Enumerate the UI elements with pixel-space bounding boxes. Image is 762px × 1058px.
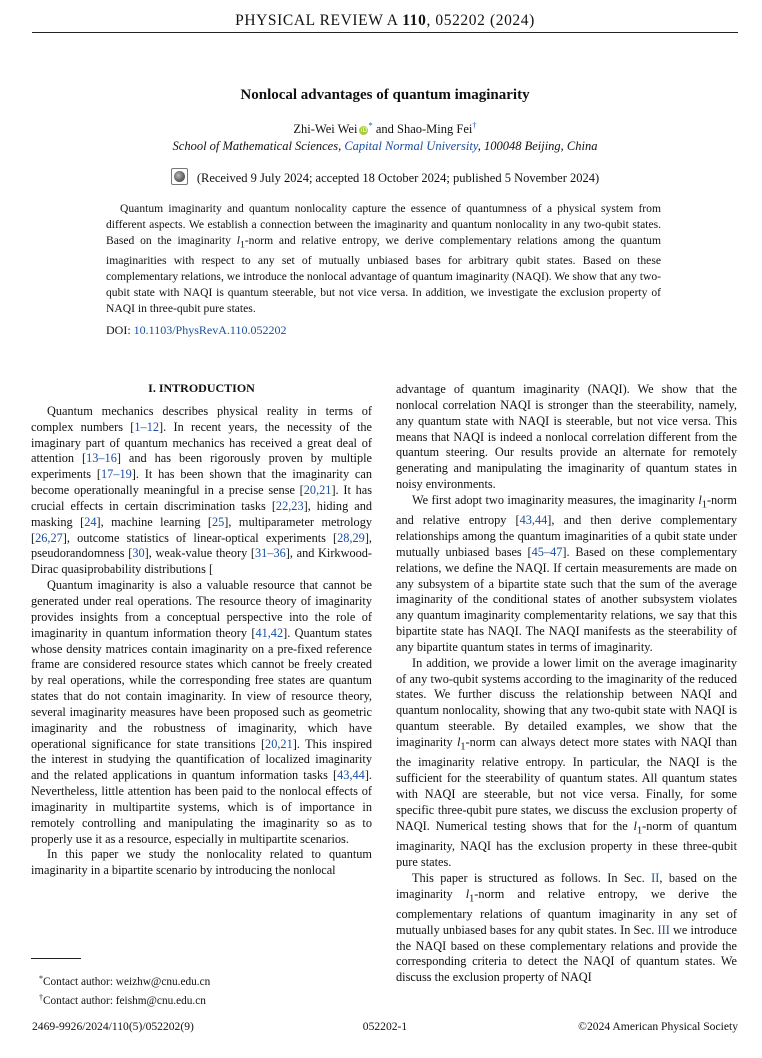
journal-volume: 110 <box>402 12 427 29</box>
author-wei-mark[interactable]: * <box>368 120 373 130</box>
author-wei[interactable]: Zhi-Wei Wei <box>293 122 358 136</box>
text-run: This paper is structured as follows. In Sec. <box>412 870 652 885</box>
l1-symbol: l <box>698 492 702 507</box>
text-run: -norm and relative entropy, we derive the complementary relations of quantum imaginarity in any set of mutually unbiased bases for any qubit states. In Sec. <box>396 886 738 937</box>
orcid-icon[interactable]: iD <box>360 127 368 134</box>
authors <box>32 120 738 137</box>
right-column <box>396 382 737 986</box>
text-run: ], and Kirkwood-Dirac quasiprobability distributions [ <box>31 546 372 577</box>
text-run: ], outcome statistics of linear-optical experiments [ <box>62 530 338 545</box>
journal-name: PHYSICAL REVIEW A <box>235 12 398 29</box>
abstract <box>106 201 661 317</box>
l1-subscript: 1 <box>239 239 245 251</box>
footnote-rule <box>31 958 81 959</box>
paragraph <box>396 871 737 986</box>
text-run: we introduce the NAQI based on these complementary relations and provide the corresponding criteria to detect the NAQI of quantum states. We discuss the exclusion property of NAQI <box>396 922 737 985</box>
left-column <box>31 381 372 879</box>
text-run: Quantum mechanics describes physical reality in terms of complex numbers [ <box>31 403 372 434</box>
l1-subscript: 1 <box>701 499 707 511</box>
l1-symbol: l <box>236 233 240 247</box>
text-run: ], and then derive complementary relationships among the quantum imaginarities of a qubit state under mutually unbiased bases [ <box>396 513 737 559</box>
citation-link[interactable]: 31–36 <box>255 546 286 561</box>
footer-issn: 2469-9926/2024/110(5)/052202(9) <box>32 1020 194 1033</box>
text-run: ]. It has crucial effects in certain discrimination tasks [ <box>31 483 372 513</box>
citation-link[interactable]: 30 <box>132 546 145 561</box>
institution-link[interactable]: Capital Normal University <box>344 139 478 153</box>
citation-link[interactable]: 20,21 <box>303 483 332 498</box>
l1-subscript: 1 <box>469 892 475 904</box>
text-run: ], weak-value theory [ <box>144 546 256 561</box>
citation-link[interactable]: 25 <box>212 514 225 529</box>
footnote-mark: * <box>39 974 43 983</box>
authors-joiner: and <box>372 122 397 136</box>
check-for-updates-icon[interactable] <box>171 168 188 185</box>
page-number: 052202-1 <box>362 1020 408 1033</box>
l1-symbol: l <box>457 735 461 750</box>
text-run: , based on the imaginarity <box>396 870 737 901</box>
text-run: ]. Nevertheless, little attention has been paid to the nonlocal effects of imaginarity in multipartite systems, which is of importance in remotely controlling and manipulating the imaginarity so as to properly use it as a resource, especially in multipartite scenarios. <box>31 768 372 846</box>
text-run: ]. This inspired the interest in studying the quantification of localized imaginarity and the related applications in quantum information tasks [ <box>31 736 372 783</box>
abstract-text: Quantum imaginarity and quantum nonlocality capture the essence of quantumness of a physical system from different aspects. We establish a connection between the imaginarity and quantum nonlocality in any two-qubit states. Based on the imaginarity <box>106 202 661 247</box>
paragraph <box>31 578 372 847</box>
text-run: ]. In recent years, the necessity of the imaginary part of quantum mechanics has received a great deal of attention [ <box>31 419 372 466</box>
affiliation-suffix: , 100048 Beijing, China <box>477 139 598 153</box>
citation-link[interactable]: 17–19 <box>101 467 132 482</box>
footnotes <box>31 971 371 1009</box>
doi-link[interactable]: 10.1103/PhysRevA.110.052202 <box>133 323 287 337</box>
paper-title: Nonlocal advantages of quantum imaginarity <box>240 87 530 103</box>
text-run: In addition, we provide a lower limit on the average imaginarity of any two-qubit systems according to the imaginarity of the reduced states. We further discuss the relationship between NAQI and quantum nonlocality, showing that any two-qubit state with NAQI is quantum steerable. By detailed examples, we show that the imaginarity <box>396 655 737 750</box>
text-run: ]. It has been shown that the imaginarity can become operationally meaningful in a precise sense [ <box>31 467 372 498</box>
footnote-text[interactable]: Contact author: feishm@cnu.edu.cn <box>43 995 206 1007</box>
section-link[interactable]: III <box>657 922 670 937</box>
citation-link[interactable]: 20,21 <box>265 736 293 751</box>
citation-link[interactable]: 28,29 <box>337 530 365 545</box>
l1-symbol: l <box>465 886 470 901</box>
l1-subscript: 1 <box>636 825 643 837</box>
paragraph <box>396 493 737 656</box>
text-run: ], pseudorandomness [ <box>31 530 372 561</box>
citation-link[interactable]: 22,23 <box>275 498 304 513</box>
text-run: ] and has been rigorously proven by multiple experiments [ <box>31 451 372 482</box>
journal-header <box>32 12 738 30</box>
footnote-text[interactable]: Contact author: weizhw@cnu.edu.cn <box>43 976 211 988</box>
journal-article: , 052202 (2024) <box>426 12 535 29</box>
section-heading: I. INTRODUCTION <box>148 381 255 395</box>
affiliation-prefix: School of Mathematical Sciences, <box>172 139 345 153</box>
author-fei-mark[interactable]: † <box>472 120 477 130</box>
footnote-fei <box>31 990 371 1009</box>
text-run: -norm can always detect more states with NAQI than the imaginarity relative entropy. In particular, the NAQI is the sufficient for the steerability of quantum states. All quantum states with NAQI are steerable, but not vice versa. Finally, for some specific three-qubit pure states, we discuss the exclusion property of NAQI. Numerical testing shows that for the <box>396 735 737 833</box>
header-rule <box>32 32 738 33</box>
paragraph: advantage of quantum imaginarity (NAQI). We show that the nonlocal correlation NAQI is stronger than the steerability, namely, any quantum state with NAQI is steerable, but not vice versa. This means that NAQI is indeed a nonlocal correlation different from the quantum steering. Our results provide an alternate for remotely generating and manipulating the imaginarity of quantum states in noisy environments. <box>396 382 737 492</box>
footnote-wei <box>31 971 371 990</box>
citation-link[interactable]: 45–47 <box>531 544 563 559</box>
received-line <box>32 168 738 186</box>
text-run: ]. Based on these complementary relations, we define the NAQI. If certain measurements are made on any subsystem of a bipartite state such that the sum of the average imaginarity of the conditional states of another subsystem violates any quantum imaginarity complementarity relations, we say that this bipartite state has NAQI. The NAQI manifests as the steerability of any bipartite quantum states in terms of imaginarity. <box>396 544 737 654</box>
text-run: -norm and relative entropy [ <box>396 492 737 528</box>
doi <box>106 323 286 338</box>
paragraph <box>396 656 737 871</box>
text-run: -norm of quantum imaginarity, NAQI has the exclusion property in these three-qubit pure states. <box>396 818 737 869</box>
l1-subscript: 1 <box>460 741 466 753</box>
text-run: ]. Quantum states whose density matrices contain imaginarity on a pre-fixed reference frame are considered resource states which cannot be freely created by real operations, while the corresponding free states are quantum states that do not contain imaginarity. In view of resource theory, several imaginarity measures have been proposed such as geometric imaginarity and the robustness of imaginarity, which have operational significance for state transitions [ <box>31 625 372 751</box>
citation-link[interactable]: 24 <box>84 514 97 529</box>
text-run: ], hiding and masking [ <box>31 498 373 529</box>
copyright: ©2024 American Physical Society <box>578 1020 738 1033</box>
section-link[interactable]: II <box>651 870 660 885</box>
received-dates: (Received 9 July 2024; accepted 18 October 2024; published 5 November 2024) <box>196 171 600 185</box>
footnote-mark: † <box>39 993 43 1002</box>
citation-link[interactable]: 13–16 <box>86 451 117 466</box>
affiliation <box>32 139 738 154</box>
text-run: Quantum imaginarity is also a valuable resource that cannot be generated under real operations. The resource theory of imaginarity provides insights from a conceptual perspective into the role of imaginarity in quantum information theory [ <box>31 578 372 640</box>
doi-label: DOI: <box>106 323 134 337</box>
citation-link[interactable]: 26,27 <box>35 530 63 545</box>
paragraph: In this paper we study the nonlocality related to quantum imaginarity in a bipartite scenario by introducing the nonlocal <box>31 847 372 878</box>
text-run: ], multiparameter metrology [ <box>31 514 372 545</box>
text-run: We first adopt two imaginarity measures, the imaginarity <box>412 492 699 507</box>
citation-link[interactable]: 43,44 <box>519 513 548 528</box>
paragraph <box>31 404 372 578</box>
abstract-text: -norm and relative entropy, we derive complementary relations among the quantum imaginarities with respect to any set of mutually unbiased bases for arbitrary qubit states. Based on these complementary relations, we introduce the nonlocal advantage of quantum imaginarity (NAQI). We show that any two-qubit state with NAQI is quantum steerable, but not vice versa. In addition, we investigate the exclusion property of NAQI in three-qubit pure states. <box>106 233 661 315</box>
citation-link[interactable]: 41,42 <box>255 625 284 640</box>
l1-symbol: l <box>633 818 637 833</box>
text-run: ], machine learning [ <box>96 514 212 529</box>
citation-link[interactable]: 1–12 <box>134 419 159 434</box>
author-fei[interactable]: Shao-Ming Fei <box>397 122 473 136</box>
citation-link[interactable]: 43,44 <box>337 768 365 783</box>
